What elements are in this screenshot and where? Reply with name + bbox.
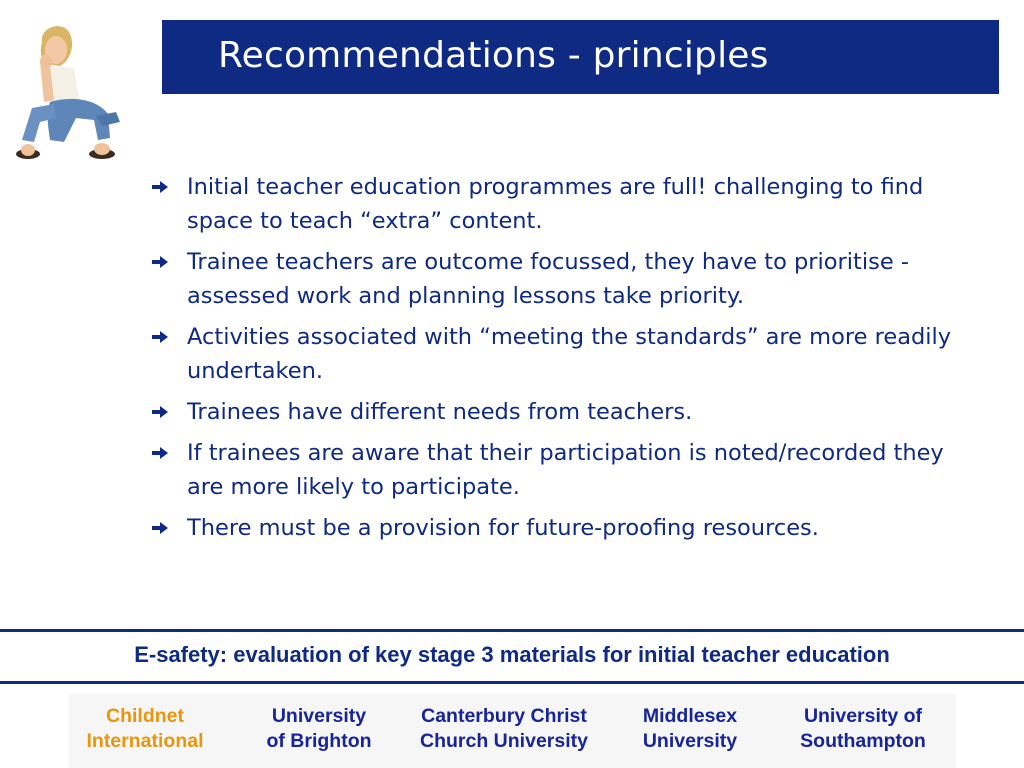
bullet-text: Trainee teachers are outcome focussed, they have to prioritise - assessed work and planning lessons take priority.	[187, 249, 909, 309]
title-bar	[162, 20, 999, 94]
arrow-right-icon	[148, 395, 172, 429]
woman-photo	[10, 22, 132, 164]
arrow-right-icon	[148, 320, 172, 354]
partner-logos	[69, 694, 956, 768]
arrow-right-icon	[148, 436, 172, 470]
partner-line2: Southampton	[800, 730, 926, 752]
slide-title: Recommendations - principles	[218, 35, 769, 76]
bullet-list	[148, 170, 968, 552]
bullet-text: If trainees are aware that their participation is noted/recorded they are more likely to participate.	[187, 440, 944, 500]
partner-brighton	[249, 704, 389, 754]
partner-line1: University of	[803, 705, 923, 727]
bullet-item	[148, 395, 968, 429]
partner-line2: International	[86, 730, 204, 752]
bullet-item	[148, 511, 968, 545]
bullet-item	[148, 320, 968, 388]
bullet-item	[148, 436, 968, 504]
partner-line1: University	[271, 705, 367, 727]
bullet-item	[148, 170, 968, 238]
partner-line1: Childnet	[106, 705, 184, 727]
bullet-text: Trainees have different needs from teachers.	[187, 399, 693, 425]
arrow-right-icon	[148, 170, 172, 204]
bullet-text: Initial teacher education programmes are full! challenging to find space to teach “extra” content.	[187, 174, 924, 234]
partner-canterbury	[409, 704, 599, 754]
partner-southampton	[785, 704, 941, 754]
partner-childnet	[75, 704, 215, 754]
partner-line2: of Brighton	[266, 730, 372, 752]
partner-line2: Church University	[420, 730, 588, 752]
arrow-right-icon	[148, 245, 172, 279]
footer-subtitle: E-safety: evaluation of key stage 3 materials for initial teacher education	[134, 642, 890, 667]
partner-line1: Middlesex	[642, 705, 738, 727]
footer-divider-bottom	[0, 681, 1024, 684]
bullet-item	[148, 245, 968, 313]
bullet-text: Activities associated with “meeting the standards” are more readily undertaken.	[187, 324, 952, 384]
footer-divider-top	[0, 629, 1024, 632]
partner-line2: University	[642, 730, 738, 752]
partner-line1: Canterbury Christ	[421, 705, 587, 727]
partner-middlesex	[625, 704, 755, 754]
arrow-right-icon	[148, 511, 172, 545]
bullet-text: There must be a provision for future-proofing resources.	[187, 515, 819, 541]
